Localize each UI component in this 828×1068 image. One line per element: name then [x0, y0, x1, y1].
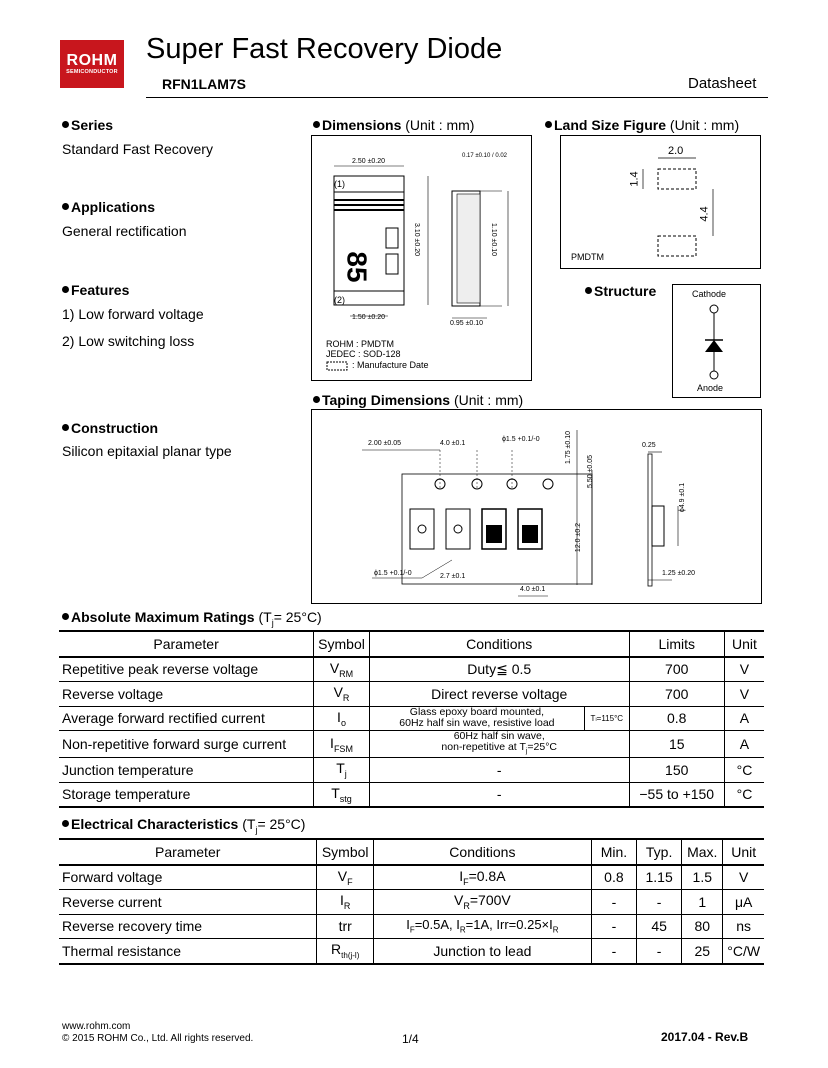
tape-d2: 4.0 ±0.1	[440, 440, 466, 447]
structure-heading: Structure	[585, 283, 656, 299]
logo-main-text: ROHM	[66, 52, 118, 69]
bullet-icon	[62, 613, 69, 620]
bullet-icon	[313, 121, 320, 128]
doc-type: Datasheet	[688, 75, 757, 92]
series-heading: Series	[62, 117, 113, 133]
footer-revision: 2017.04 - Rev.B	[661, 1030, 749, 1044]
col-symbol: Symbol	[317, 839, 374, 865]
elec-table	[59, 838, 764, 965]
dimensions-heading: Dimensions (Unit : mm)	[313, 117, 474, 133]
dim-top-label: 2.50 ±0.20	[352, 158, 386, 165]
tape-d9: ϕ1.5 +0.1/-0	[374, 570, 412, 577]
dimensions-figure	[311, 135, 532, 381]
footer-copyright: © 2015 ROHM Co., Ltd. All rights reserved.	[62, 1033, 254, 1044]
logo-sub-text: SEMICONDUCTOR	[66, 69, 118, 75]
rohm-logo	[60, 40, 124, 88]
pin1-label: (1)	[334, 179, 345, 189]
pkg-rohm-label: ROHM : PMDTM	[326, 339, 394, 349]
tape-d1: 2.00 ±0.05	[368, 440, 402, 447]
land-gap-label: 4.4	[698, 206, 711, 222]
cathode-label: Cathode	[692, 289, 727, 299]
land-width-label: 2.0	[668, 145, 684, 157]
bullet-icon	[62, 203, 69, 210]
table-row: Forward voltage $V_F$ $I_F=0.8A$ 0.8 1.15 1.5 V	[59, 865, 764, 890]
col-unit: Unit	[724, 631, 764, 657]
tape-d3: ϕ1.5 +0.1/-0	[502, 436, 540, 443]
land-size-figure	[560, 135, 761, 269]
col-parameter: Parameter	[59, 631, 314, 657]
land-height-label: 1.4	[628, 171, 641, 187]
structure-figure	[672, 284, 761, 398]
document-title: Super Fast Recovery Diode	[146, 33, 503, 65]
applications-text: General rectification	[62, 223, 187, 239]
abs-max-heading: Absolute Maximum Ratings $(T_j= 25^\circ C)$	[62, 609, 322, 628]
col-min: Min.	[591, 839, 636, 865]
table-header-row	[59, 631, 764, 657]
table-row: Thermal resistance $R_{th(j-l)}$ Junction to lead - - 25 °C/W	[59, 939, 764, 964]
table-row: Reverse recovery time trr $I_F=0.5A$, $I_R=1A$, $Irr=0.25\times I_R$ - 45 80 ns	[59, 914, 764, 939]
manufacture-date-label: : Manufacture Date	[352, 360, 429, 370]
col-unit: Unit	[723, 839, 764, 865]
dim-side-height-label: 1.10 ±0.10	[490, 222, 498, 257]
pin2-label: (2)	[334, 295, 345, 305]
tape-d12: 1.25 ±0.20	[662, 570, 696, 577]
pkg-jedec-label: JEDEC : SOD-128	[326, 349, 401, 359]
part-number: RFN1LAM7S	[162, 76, 247, 92]
tape-d8: ϕ4.9 ±0.1	[679, 482, 687, 513]
taping-heading: Taping Dimensions (Unit : mm)	[313, 392, 523, 408]
bullet-icon	[545, 121, 552, 128]
table-row: Junction temperature $T_j$ - 150 °C	[59, 758, 764, 783]
bullet-icon	[62, 286, 69, 293]
footer-url: www.rohm.com	[62, 1021, 131, 1032]
series-text: Standard Fast Recovery	[62, 141, 213, 157]
col-symbol: Symbol	[314, 631, 370, 657]
construction-text: Silicon epitaxial planar type	[62, 443, 232, 459]
header-rule	[146, 97, 768, 98]
table-row: Non-repetitive forward surge current $I_{FSM}$ 60Hz half sin wave, non-repetitive at $T_j=25^\circ C$ 15 A	[59, 731, 764, 758]
table-header-row	[59, 839, 764, 865]
table-row: Average forward rectified current $I_o$ Glass epoxy board mounted, 60Hz half sin wave, resistive load Tₗ=115°C 0.8 A	[59, 706, 764, 731]
feature-item: 2) Low switching loss	[62, 333, 195, 349]
dim-height-label: 3.10 ±0.20	[413, 222, 421, 257]
abs-max-table	[59, 630, 764, 808]
tape-d10: 2.7 ±0.1	[440, 573, 466, 580]
bullet-icon	[62, 820, 69, 827]
marking-code: 85	[341, 251, 373, 283]
diode-symbol-drawing	[673, 285, 760, 397]
bullet-icon	[313, 396, 320, 403]
taping-figure	[311, 409, 762, 604]
col-max: Max.	[682, 839, 723, 865]
feature-item: 1) Low forward voltage	[62, 306, 204, 322]
dim-bottom-label: 1.50 ±0.20	[352, 314, 386, 321]
land-pkg-label: PMDTM	[571, 252, 604, 262]
table-row: Reverse voltage $V_R$ Direct reverse voltage 700 V	[59, 682, 764, 707]
dim-lead-label: 0.95 ±0.10	[450, 320, 484, 327]
dim-thickness-label: 0.17 ±0.10 / 0.02	[462, 153, 507, 159]
anode-label: Anode	[697, 383, 724, 393]
col-parameter: Parameter	[59, 839, 317, 865]
applications-heading: Applications	[62, 199, 155, 215]
col-conditions: Conditions	[373, 839, 591, 865]
land-size-heading: Land Size Figure (Unit : mm)	[545, 117, 739, 133]
elec-heading: Electrical Characteristics $(T_j= 25^\circ C)$	[62, 816, 305, 835]
col-conditions: Conditions	[369, 631, 629, 657]
land-pattern-drawing	[561, 136, 760, 268]
tape-d11: 4.0 ±0.1	[520, 586, 546, 593]
bullet-icon	[62, 424, 69, 431]
table-row: Storage temperature $T_{stg}$ - −55 to +150 °C	[59, 782, 764, 807]
table-row: Reverse current $I_R$ $V_R=700V$ - - 1 μA	[59, 890, 764, 915]
construction-heading: Construction	[62, 420, 158, 436]
tape-d7: 0.25	[642, 442, 656, 449]
table-row: Repetitive peak reverse voltage $V_{RM}$ Duty≦ 0.5 700 V	[59, 657, 764, 682]
col-limits: Limits	[629, 631, 724, 657]
tape-d5: 5.50 ±0.05	[587, 454, 595, 489]
tape-d4: 1.75 ±0.10	[565, 430, 573, 465]
features-heading: Features	[62, 282, 129, 298]
bullet-icon	[585, 287, 592, 294]
bullet-icon	[62, 121, 69, 128]
footer-page: 1/4	[402, 1032, 419, 1046]
col-typ: Typ.	[637, 839, 682, 865]
tape-d6: 12.0 ±0.2	[575, 522, 583, 553]
